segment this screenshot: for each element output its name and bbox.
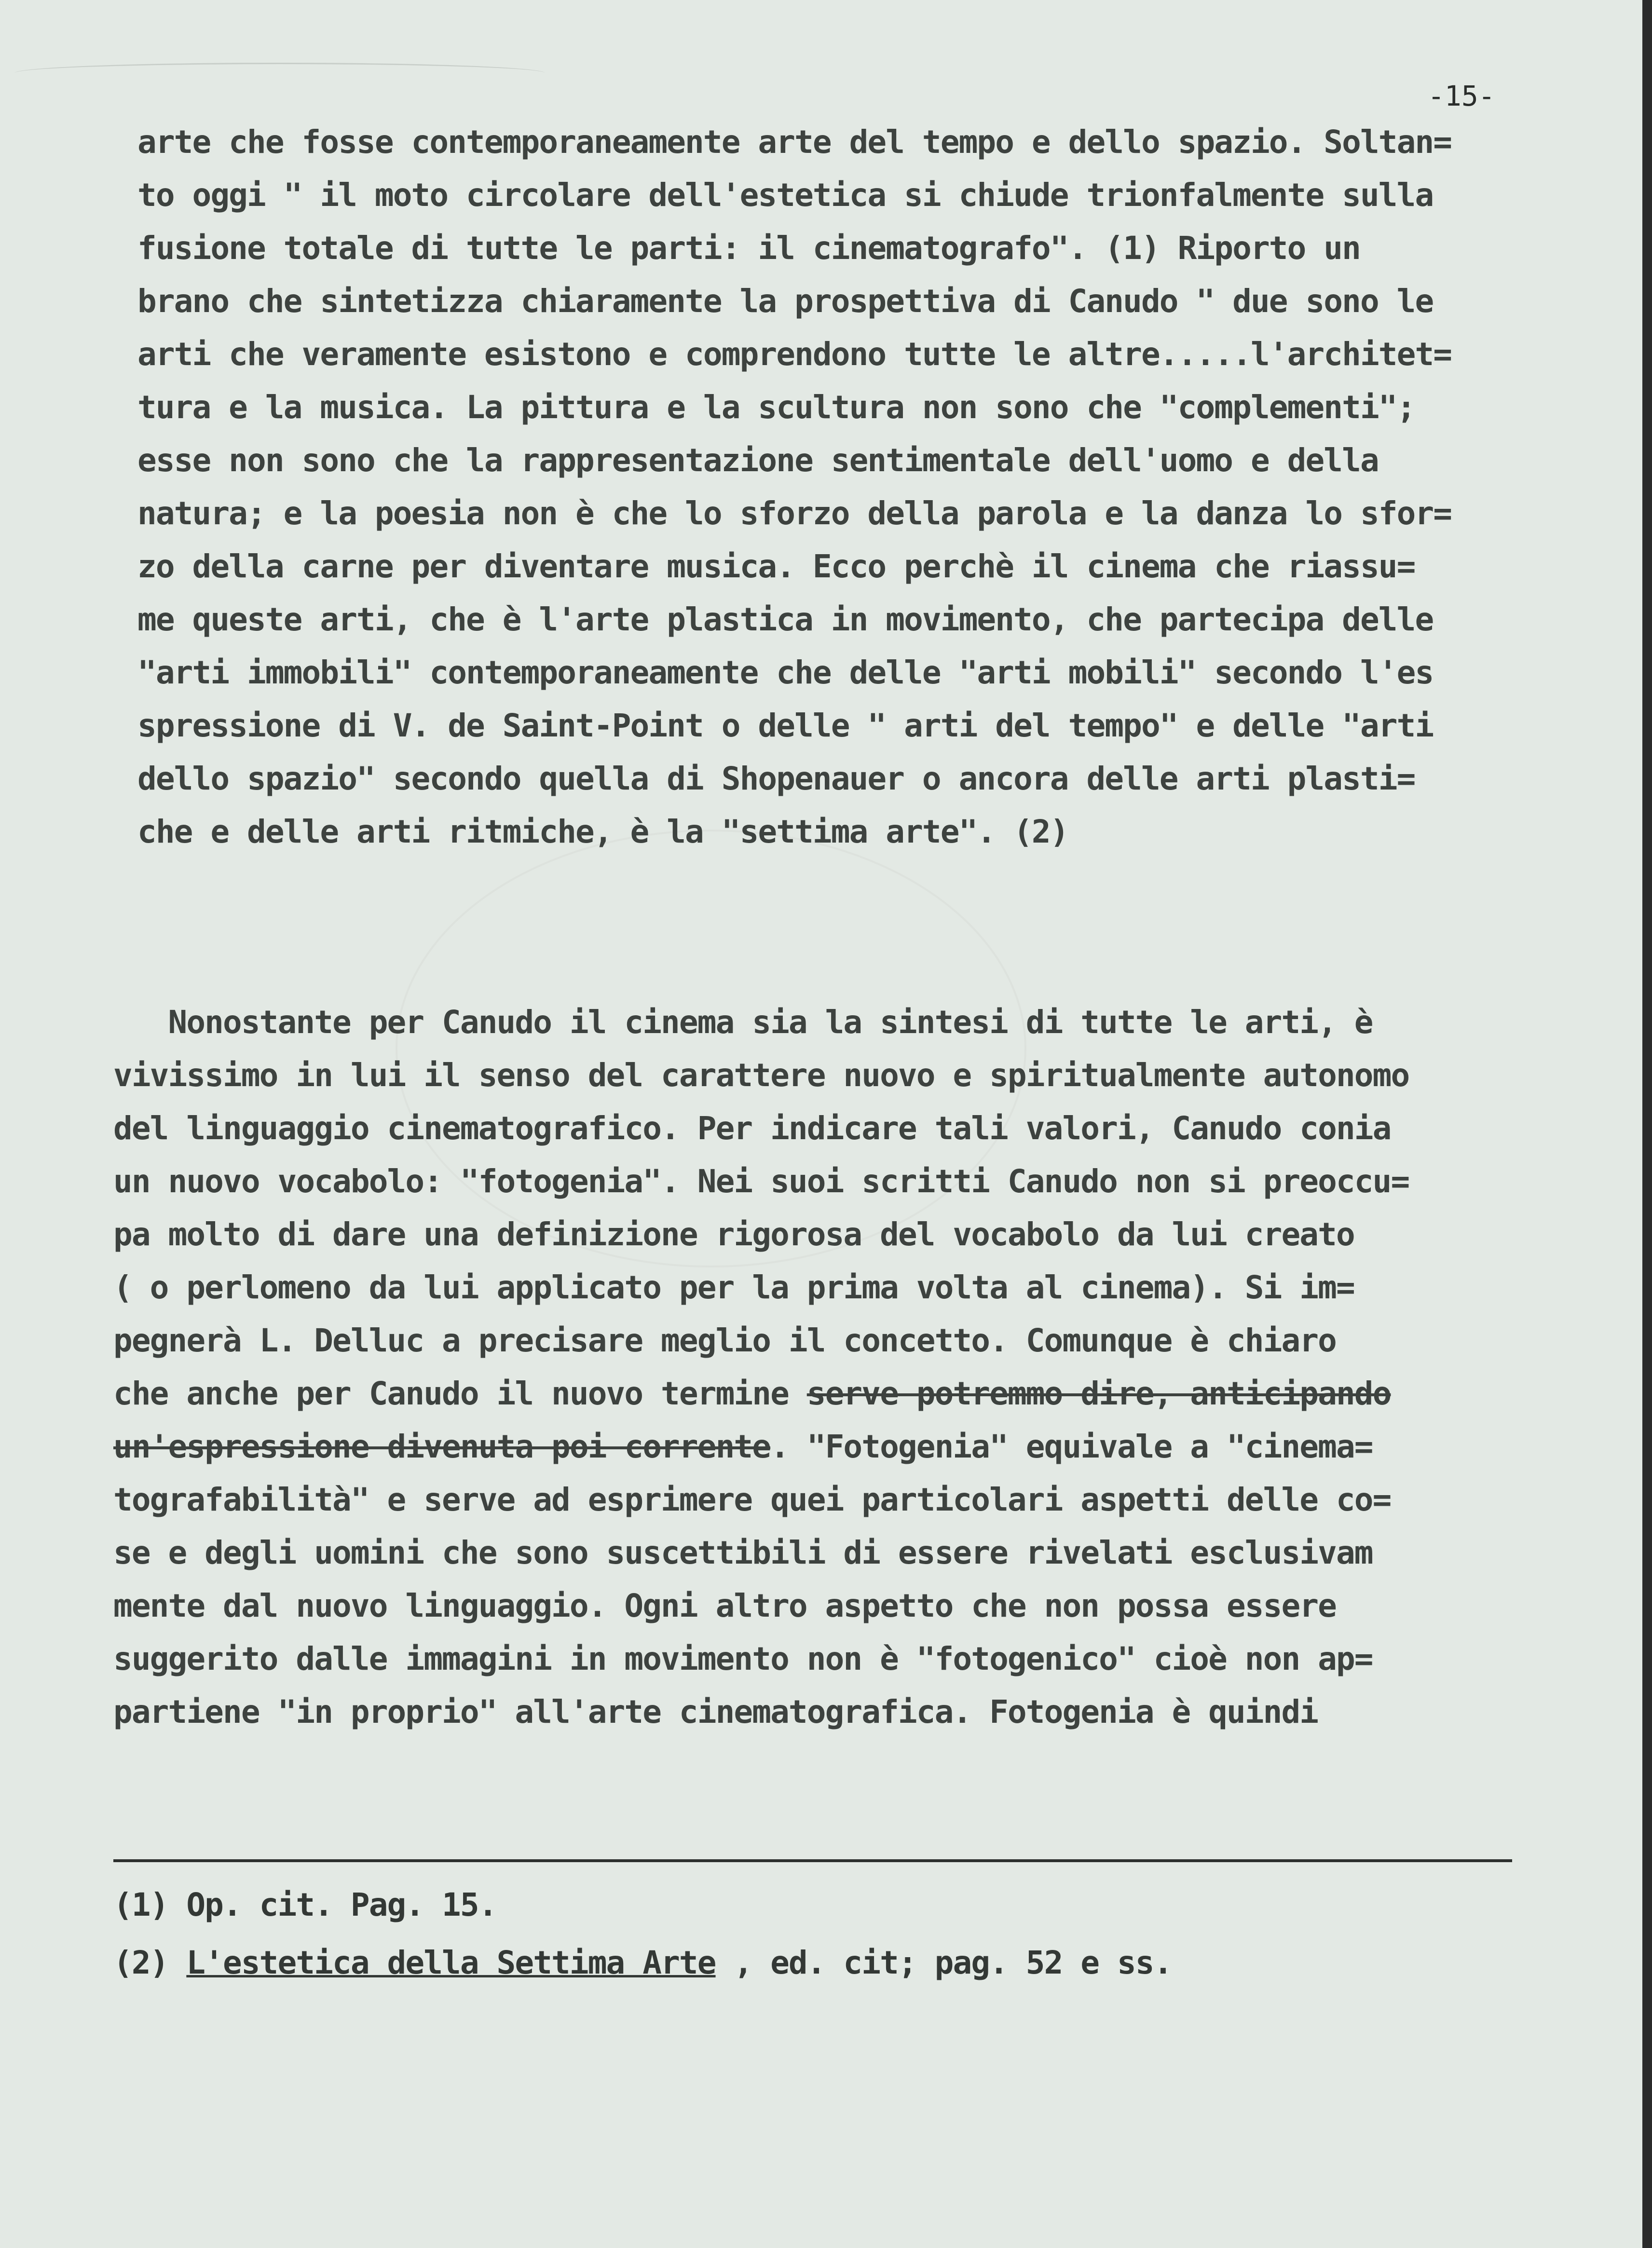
text-line: esse non sono che la rappresentazione sentimentale dell'uomo e della xyxy=(137,442,1379,479)
book-title: L'estetica della Settima Arte xyxy=(186,1944,716,1981)
text-line-with-strikethrough xyxy=(113,1367,1560,1420)
page-number: -15- xyxy=(1428,80,1495,112)
text-line: tura e la musica. La pittura e la scultura non sono che "complementi"; xyxy=(137,389,1415,426)
text-line: arti che veramente esistono e comprendono tutte le altre.....l'architet= xyxy=(137,336,1452,373)
text-line: partiene "in proprio" all'arte cinematografica. Fotogenia è quindi xyxy=(113,1693,1318,1730)
text-line: to oggi " il moto circolare dell'estetica si chiude trionfalmente sulla xyxy=(137,177,1434,214)
text-line: pa molto di dare una definizione rigorosa del vocabolo da lui creato xyxy=(113,1216,1354,1253)
text-line: zo della carne per diventare musica. Ecco perchè il cinema che riassu= xyxy=(137,548,1415,585)
paper-fold-mark xyxy=(14,63,545,83)
footnote-number: (2) xyxy=(113,1944,187,1981)
footnote-divider xyxy=(113,1859,1512,1862)
text-line: un nuovo vocabolo: "fotogenia". Nei suoi scritti Canudo non si preoccu= xyxy=(113,1163,1409,1200)
text-line: se e degli uomini che sono suscettibili di essere rivelati esclusivam xyxy=(113,1534,1373,1571)
text-line: arte che fosse contemporaneamente arte del tempo e dello spazio. Soltan= xyxy=(137,123,1452,161)
text-line: fusione totale di tutte le parti: il cinematografo". (1) Riporto un xyxy=(137,230,1360,267)
text-line: tografabilità" e serve ad esprimere quei particolari aspetti delle co= xyxy=(113,1481,1391,1518)
text-line: spressione di V. de Saint-Point o delle " arti del tempo" e delle "arti xyxy=(137,707,1434,744)
footnote-citation: , ed. cit; pag. 52 e ss. xyxy=(715,1944,1172,1981)
text-line: che e delle arti ritmiche, è la "settima arte". (2) xyxy=(137,813,1068,850)
text-line: dello spazio" secondo quella di Shopenauer o ancora delle arti plasti= xyxy=(137,760,1415,797)
text-line: brano che sintetizza chiaramente la prospettiva di Canudo " due sono le xyxy=(137,283,1434,320)
footnote-2 xyxy=(113,1934,1172,1992)
paragraph-2 xyxy=(113,996,1560,1739)
text-line: Nonostante per Canudo il cinema sia la sintesi di tutte le arti, è xyxy=(113,1004,1373,1041)
text-line: del linguaggio cinematografico. Per indicare tali valori, Canudo conia xyxy=(113,1110,1391,1147)
text-line: suggerito dalle immagini in movimento non è "fotogenico" cioè non ap= xyxy=(113,1640,1373,1677)
text-line: vivissimo in lui il senso del carattere nuovo e spiritualmente autonomo xyxy=(113,1057,1409,1094)
footnotes xyxy=(113,1876,1172,1992)
struck-text: un'espressione divenuta poi corrente xyxy=(113,1428,771,1465)
text-line-with-strikethrough xyxy=(113,1420,1560,1473)
plain-text: che anche per Canudo il nuovo termine xyxy=(113,1375,807,1412)
text-line: natura; e la poesia non è che lo sforzo della parola e la danza lo sfor= xyxy=(137,495,1452,532)
footnote-1: (1) Op. cit. Pag. 15. xyxy=(113,1886,497,1923)
text-line: mente dal nuovo linguaggio. Ogni altro aspetto che non possa essere xyxy=(113,1587,1336,1624)
text-line: "arti immobili" contemporaneamente che delle "arti mobili" secondo l'es xyxy=(137,654,1434,691)
paragraph-1 xyxy=(137,116,1565,858)
struck-text: serve potremmo dire, anticipando xyxy=(806,1375,1391,1412)
text-line: ( o perlomeno da lui applicato per la prima volta al cinema). Si im= xyxy=(113,1269,1354,1306)
text-line: me queste arti, che è l'arte plastica in movimento, che partecipa delle xyxy=(137,601,1434,638)
text-line: pegnerà L. Delluc a precisare meglio il concetto. Comunque è chiaro xyxy=(113,1322,1336,1359)
plain-text: . "Fotogenia" equivale a "cinema= xyxy=(770,1428,1373,1465)
